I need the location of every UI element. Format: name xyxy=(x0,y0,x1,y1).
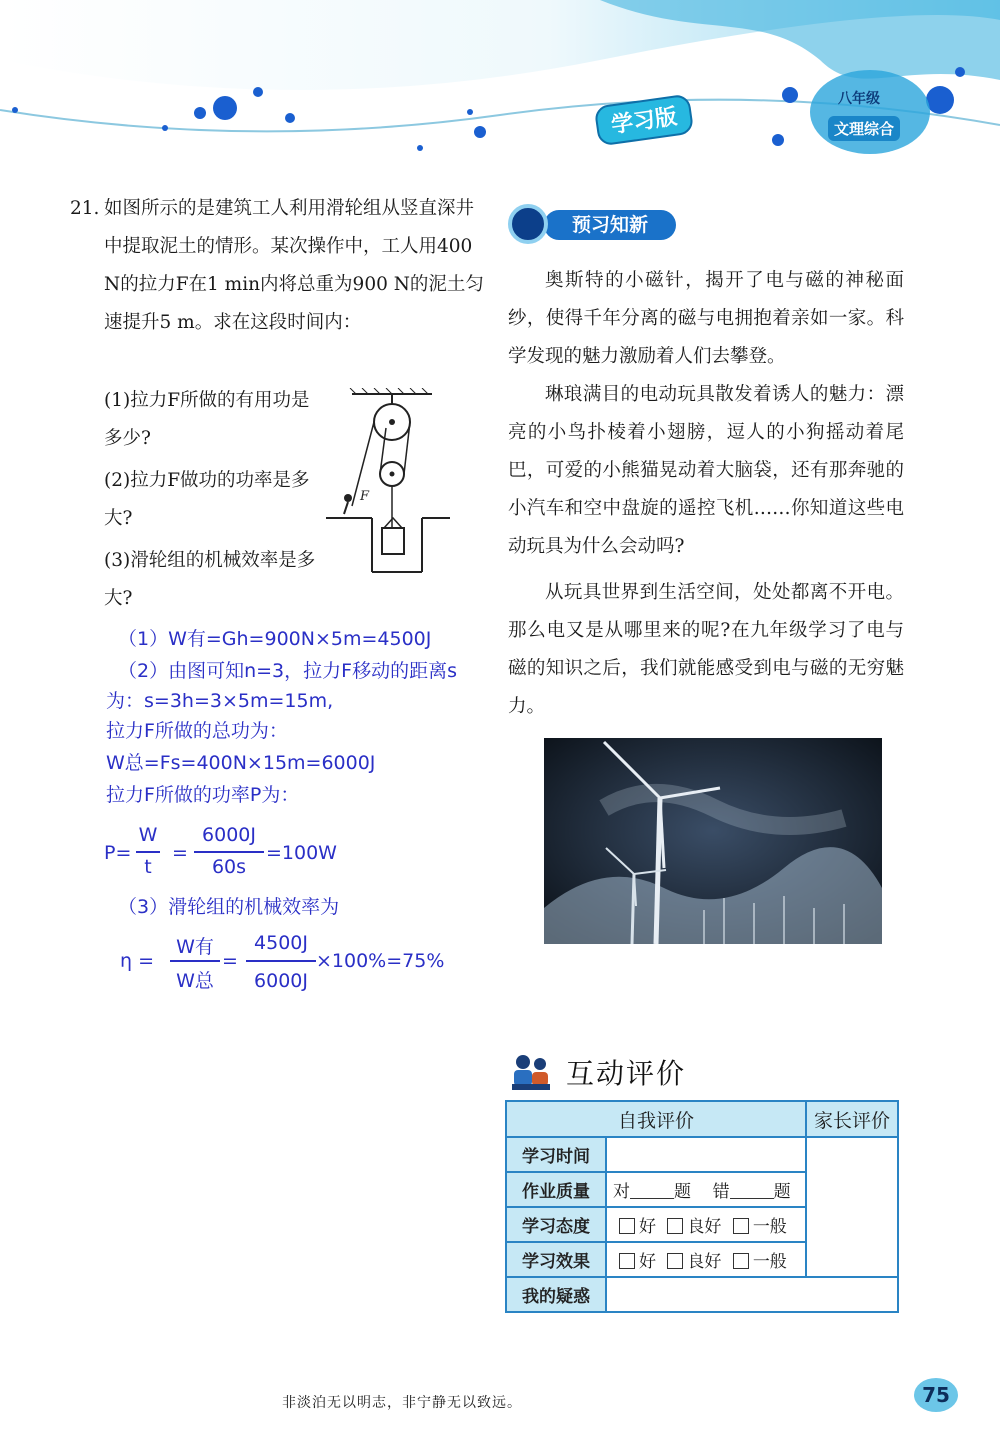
power-denominator-2: 60s xyxy=(211,856,247,878)
correct-count-blank[interactable] xyxy=(630,1183,674,1199)
power-fraction-line-2 xyxy=(194,851,264,853)
checkbox[interactable] xyxy=(619,1253,635,1269)
sub-question-1: (1)拉力F所做的有用功是多少? xyxy=(104,390,310,449)
row-label: 学习态度 xyxy=(506,1207,606,1242)
sub-question-3: (3)滑轮组的机械效率是多大? xyxy=(104,550,316,609)
answer-line-5: W总=Fs=400N×15m=6000J xyxy=(106,752,376,774)
efficiency-numerator-1: W有 xyxy=(176,936,214,958)
checkbox[interactable] xyxy=(733,1253,749,1269)
page-number: 75 xyxy=(914,1378,958,1412)
answer-line-7: （3）滑轮组的机械效率为 xyxy=(118,896,340,918)
students-icon xyxy=(510,1052,552,1092)
force-label: F xyxy=(360,489,370,504)
study-time-field[interactable] xyxy=(606,1137,806,1172)
preview-paragraph-3: 从玩具世界到生活空间，处处都离不开电。那么电又是从哪里来的呢?在九年级学习了电与磁的知识之后，我们就能感受到电与磁的无穷魅力。 xyxy=(508,582,904,717)
attitude-options: 好 良好 一般 xyxy=(606,1207,806,1242)
efficiency-equals: = xyxy=(222,950,238,972)
efficiency-denominator-2: 6000J xyxy=(254,970,308,992)
questions-field[interactable] xyxy=(606,1277,898,1312)
row-label: 学习效果 xyxy=(506,1242,606,1277)
parent-evaluation-header: 家长评价 xyxy=(806,1101,898,1137)
grade-label: 八年级 xyxy=(838,91,880,107)
checkbox[interactable] xyxy=(733,1218,749,1234)
power-fraction-line-1 xyxy=(136,851,160,853)
footer-motto: 非淡泊无以明志，非宁静无以致远。 xyxy=(282,1395,522,1411)
question-number: 21. xyxy=(70,198,100,219)
answer-line-4: 拉力F所做的总功为： xyxy=(106,720,288,742)
header-decoration xyxy=(0,0,1000,170)
table-row xyxy=(506,1277,898,1312)
efficiency-denominator-1: W总 xyxy=(176,970,214,992)
checkbox[interactable] xyxy=(667,1253,683,1269)
power-result: =100W xyxy=(266,842,337,864)
table-header-row xyxy=(506,1101,898,1137)
answer-line-1: （1）W有=Gh=900N×5m=4500J xyxy=(118,628,432,650)
power-equals: = xyxy=(172,842,188,864)
answer-line-3: 为：s=3h=3×5m=15m, xyxy=(106,690,334,712)
answer-line-6: 拉力F所做的功率P为： xyxy=(106,784,300,806)
wind-turbine-photo xyxy=(544,738,882,944)
subject-label: 文理综合 xyxy=(828,116,900,141)
question-text: 如图所示的是建筑工人利用滑轮组从竖直深井中提取泥土的情形。某次操作中，工人用400 N的拉力F在1 min内将总重为900 N的泥土匀速提升5 m。求在这段时间内： xyxy=(104,198,484,333)
page-header xyxy=(0,0,1000,170)
checkbox[interactable] xyxy=(667,1218,683,1234)
efficiency-result: ×100%=75% xyxy=(316,950,445,972)
edition-badge: 学习版 xyxy=(594,94,695,147)
evaluation-table xyxy=(505,1100,899,1313)
efficiency-fraction-line-2 xyxy=(246,960,316,962)
efficiency-numerator-2: 4500J xyxy=(254,932,308,954)
question-21 xyxy=(70,190,490,342)
preview-paragraph-2: 琳琅满目的电动玩具散发着诱人的魅力：漂亮的小鸟扑棱着小翅膀，逗人的小狗摇动着尾巴，可爱的小熊猫晃动着大脑袋，还有那奔驰的小汽车和空中盘旋的遥控飞机……你知道这些电动玩具为什么会动吗? xyxy=(508,384,904,557)
pulley-diagram xyxy=(322,388,452,578)
wrong-count-blank[interactable] xyxy=(730,1183,774,1199)
row-label: 作业质量 xyxy=(506,1172,606,1207)
table-row xyxy=(506,1137,898,1172)
row-label: 我的疑惑 xyxy=(506,1277,606,1312)
row-label: 学习时间 xyxy=(506,1137,606,1172)
preview-section-title xyxy=(508,204,678,244)
efficiency-lhs: η = xyxy=(120,950,155,972)
preview-paragraph-1: 奥斯特的小磁针，揭开了电与磁的神秘面纱，使得千年分离的磁与电拥抱着亲如一家。科学发现的魅力激励着人们去攀登。 xyxy=(508,270,904,367)
power-lhs: P= xyxy=(104,842,132,864)
checkbox[interactable] xyxy=(619,1218,635,1234)
sub-question-2: (2)拉力F做功的功率是多大? xyxy=(104,470,310,529)
globe-icon xyxy=(508,204,548,244)
effect-options: 好 良好 一般 xyxy=(606,1242,806,1277)
self-evaluation-header: 自我评价 xyxy=(506,1101,806,1137)
power-numerator-1: W xyxy=(138,824,158,846)
power-denominator-1: t xyxy=(144,856,152,878)
parent-evaluation-field[interactable] xyxy=(806,1137,898,1277)
efficiency-fraction-line-1 xyxy=(170,960,220,962)
homework-quality-field[interactable]: 对 题 错 题 xyxy=(606,1172,806,1207)
preview-title-label: 预习知新 xyxy=(544,210,676,240)
answer-line-2: （2）由图可知n=3，拉力F移动的距离s xyxy=(118,660,457,682)
power-numerator-2: 6000J xyxy=(202,824,256,846)
evaluation-title: 互动评价 xyxy=(566,1057,687,1090)
